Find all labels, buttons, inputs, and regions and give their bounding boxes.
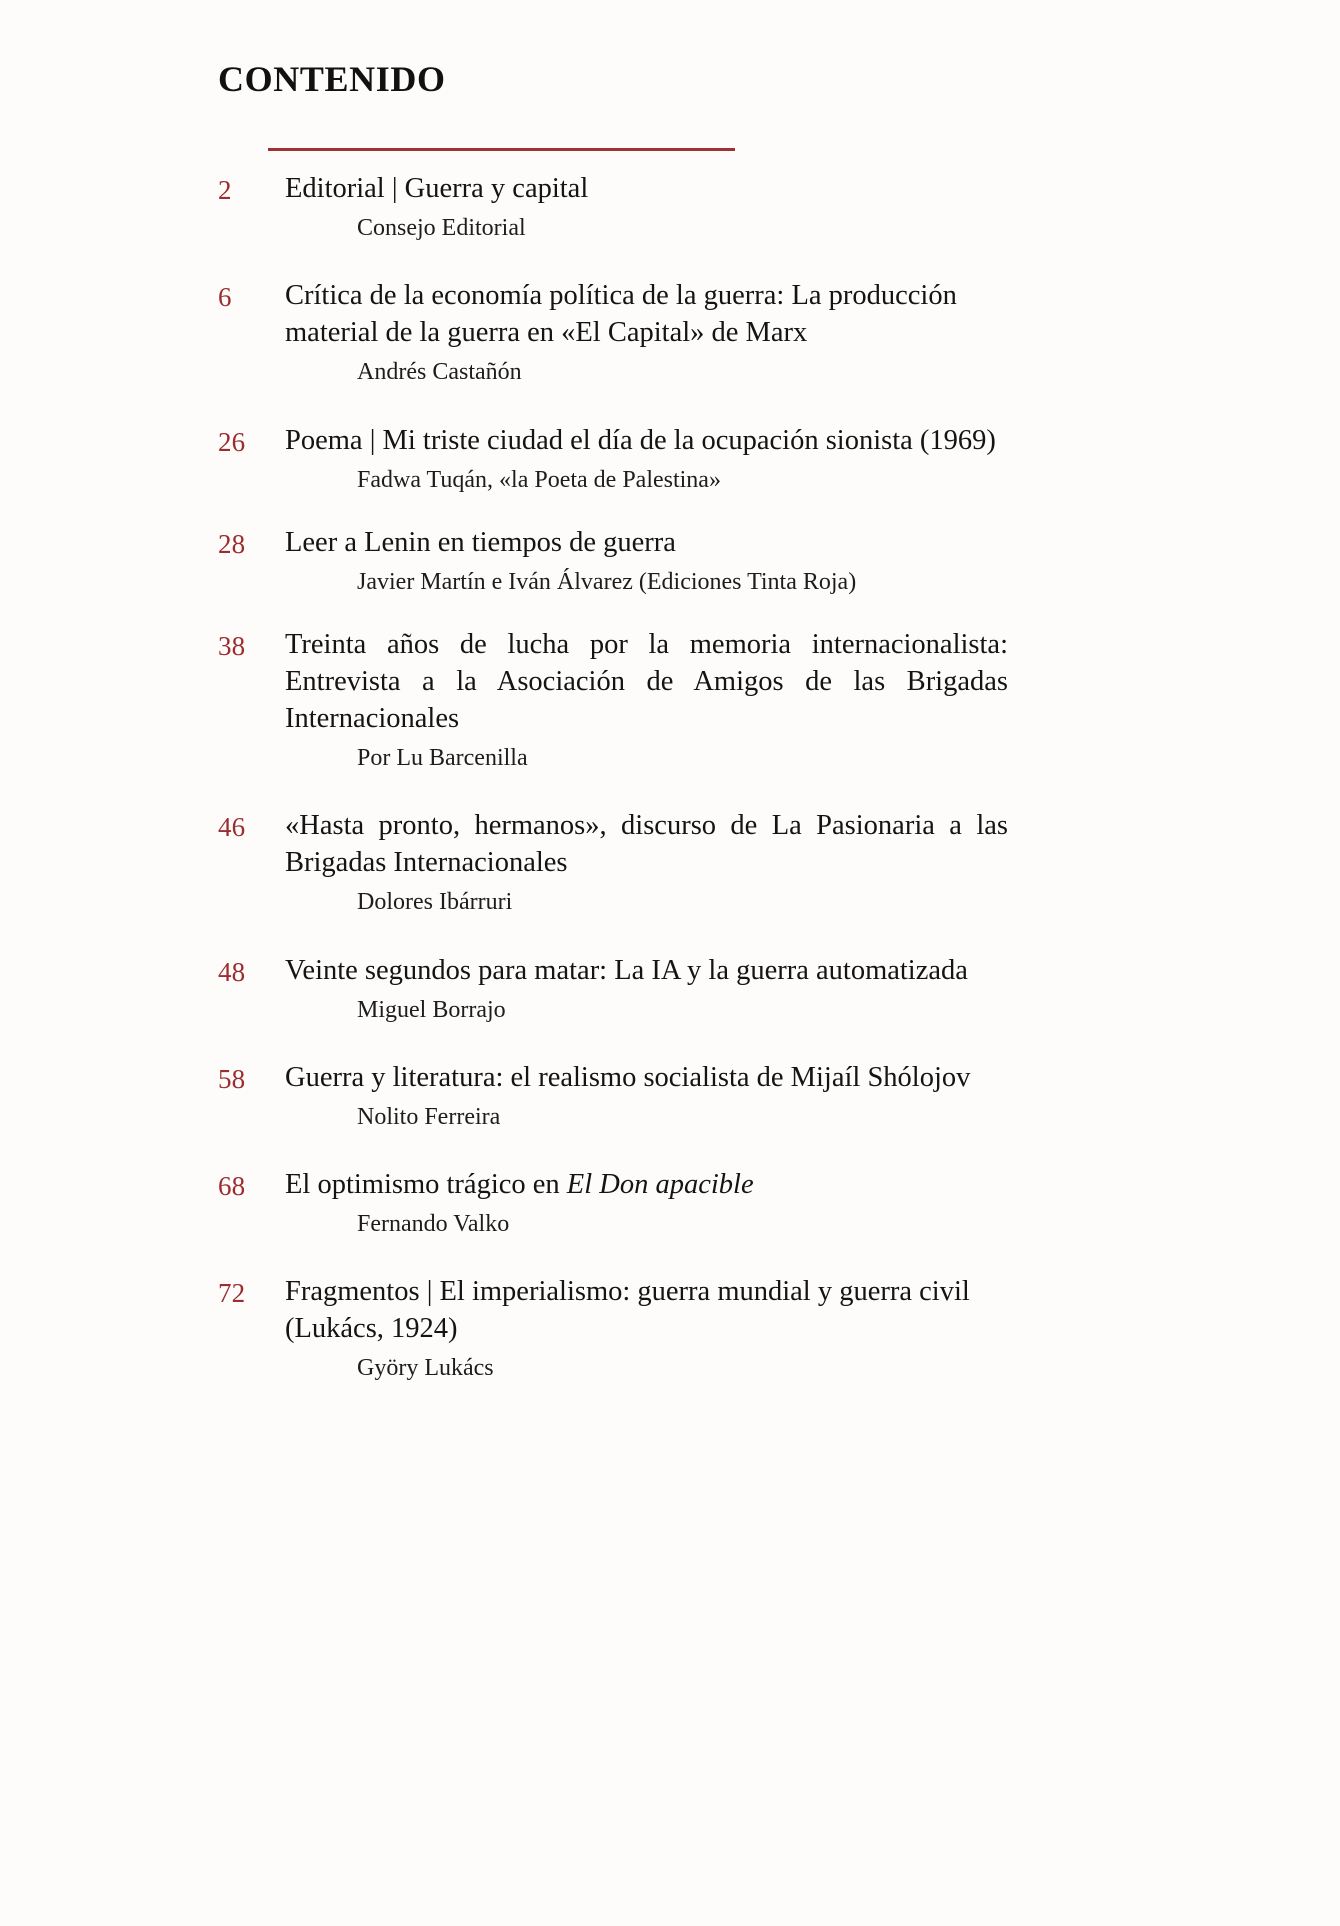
entry-author: Fernando Valko — [357, 1211, 510, 1238]
entry-title: Crítica de la economía política de la guerra: La producción material de la guerra en «El Capital» de Marx — [285, 280, 957, 349]
toc-entry[interactable] — [218, 1059, 1008, 1133]
toc-entry[interactable] — [218, 1166, 1008, 1240]
entry-body — [285, 277, 1008, 388]
entry-body — [285, 1273, 1008, 1384]
toc-entry-list — [218, 170, 1008, 1418]
entry-author: Dolores Ibárruri — [357, 889, 513, 916]
toc-entry[interactable] — [218, 422, 1008, 496]
toc-entry[interactable] — [218, 170, 1008, 244]
toc-entry[interactable] — [218, 807, 1008, 918]
entry-title — [285, 1166, 1008, 1203]
entry-page-number: 72 — [218, 1278, 246, 1309]
entry-page-number: 2 — [218, 175, 232, 205]
entry-title-italic-part: El Don apacible — [566, 1169, 754, 1201]
entry-title-part: El optimismo trágico en — [285, 1169, 567, 1201]
entry-body — [285, 952, 1008, 1026]
entry-author: Györy Lukács — [357, 1355, 494, 1382]
entry-author: Por Lu Barcenilla — [357, 745, 528, 772]
entry-author: Fadwa Tuqán, «la Poeta de Palestina» — [357, 466, 721, 493]
entry-title: Leer a Lenin en tiempos de guerra — [285, 526, 676, 558]
entry-author: Consejo Editorial — [357, 215, 526, 242]
toc-entry[interactable] — [218, 524, 1008, 598]
entry-body — [285, 1059, 1008, 1133]
entry-author: Andrés Castañón — [357, 359, 522, 386]
entry-title: Fragmentos | El imperialismo: guerra mundial y guerra civil (Lukács, 1924) — [285, 1276, 970, 1345]
entry-page-number: 28 — [218, 528, 246, 559]
entry-body — [285, 626, 1008, 774]
entry-title: Treinta años de lucha por la memoria internacionalista: Entrevista a la Asociación de Amigos de las Brigadas Internacionales — [285, 628, 1008, 735]
entry-author: Javier Martín e Iván Álvarez (Ediciones Tinta Roja) — [357, 568, 857, 595]
toc-entry[interactable] — [218, 626, 1008, 774]
entry-body — [285, 807, 1008, 918]
entry-body — [285, 170, 1008, 244]
entry-title: «Hasta pronto, hermanos», discurso de La Pasionaria a las Brigadas Internacionales — [285, 810, 1008, 879]
entry-page-number: 26 — [218, 426, 246, 457]
entry-title: Guerra y literatura: el realismo socialista de Mijaíl Shólojov — [285, 1061, 971, 1093]
entry-body — [285, 1166, 1008, 1240]
entry-page-number: 68 — [218, 1171, 246, 1202]
entry-page-number: 46 — [218, 812, 246, 843]
entry-author: Miguel Borrajo — [357, 996, 506, 1023]
toc-entry[interactable] — [218, 1273, 1008, 1384]
toc-entry[interactable] — [218, 952, 1008, 1026]
entry-body — [285, 524, 1008, 598]
entry-body — [285, 422, 1008, 496]
entry-author: Nolito Ferreira — [357, 1103, 501, 1130]
entry-page-number: 58 — [218, 1063, 246, 1094]
entry-title: Poema | Mi triste ciudad el día de la ocupación sionista (1969) — [285, 424, 996, 456]
page-title: contenido — [218, 46, 446, 103]
toc-container — [218, 46, 1008, 1382]
title-divider-rule — [268, 148, 735, 151]
entry-title: Veinte segundos para matar: La IA y la guerra automatizada — [285, 954, 968, 986]
entry-title: Editorial | Guerra y capital — [285, 173, 589, 204]
entry-page-number: 48 — [218, 956, 246, 987]
entry-page-number: 6 — [218, 282, 232, 313]
toc-entry[interactable] — [218, 277, 1008, 388]
entry-page-number: 38 — [218, 630, 246, 661]
